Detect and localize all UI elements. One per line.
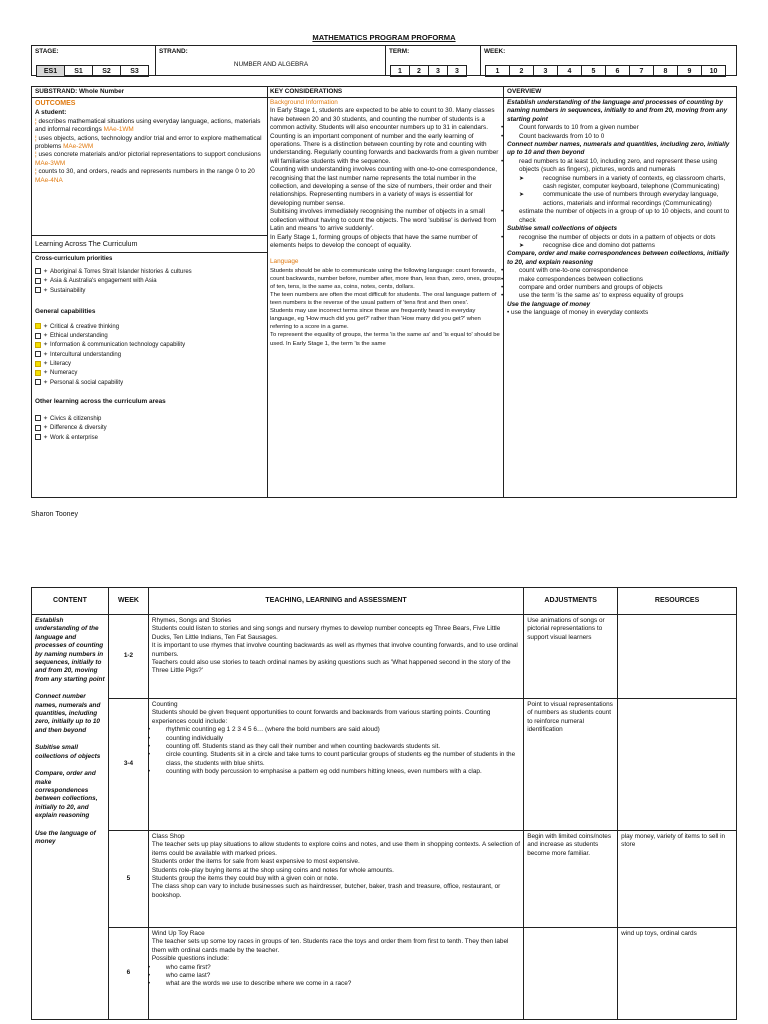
checklist-item [35, 379, 264, 388]
outcome-text: uses objects, actions, technology and/or trial and error to explore mathematical problems [35, 134, 262, 151]
checklist-item [35, 369, 264, 378]
divider [32, 252, 267, 253]
activity-paragraph: Possible questions include: [151, 955, 230, 963]
checkbox[interactable] [35, 415, 41, 421]
divider [32, 235, 267, 236]
checkbox[interactable] [35, 278, 41, 284]
adjustments-cell: Begin with limited coins/notes and increase as students become more familiar. [524, 831, 618, 928]
checklist-label: Aboriginal & Torres Strait Islander histories & cultures [50, 269, 192, 275]
language-paragraph: To represent the equality of groups, the terms 'is the same as' and 'is equal to' should be used. In Early Stage 1, the term 'is the same [270, 332, 500, 347]
activity-cell [148, 699, 523, 831]
outcome-text: uses concrete materials and/or pictorial representations to support conclusions [38, 151, 261, 159]
stage-option[interactable]: ES1 [36, 65, 65, 77]
activity-paragraph: Students order the items for sale from least expensive to most expensive. [151, 858, 360, 866]
background-paragraph: In Early Stage 1, forming groups of objects that have the same number of elements helps to develop the concept of equality. [270, 233, 478, 249]
author-name: Sharon Tooney [31, 511, 78, 518]
key-heading: KEY CONSIDERATIONS [270, 88, 343, 95]
overview-bullet: • count with one-to-one correspondence [507, 267, 735, 275]
overview-bullet: • compare and order numbers and groups of objects [507, 284, 735, 292]
checklist-label: Civics & citizenship [50, 415, 102, 422]
bg-title: Background Information [270, 99, 338, 106]
overview-subpoint: ➤ recognise numbers in a variety of contexts, eg classroom charts, cash register, computer keyboard, telephone (Communicating) [507, 175, 735, 192]
outcome-code: MAe-3WM [35, 159, 66, 167]
teaching-table-wrap [31, 587, 737, 1024]
capability-icon: ✦ [43, 278, 49, 285]
overview-paragraph: • use the language of money in everyday contexts [507, 309, 649, 317]
capability-icon: ✦ [43, 287, 49, 294]
language-text [270, 267, 501, 348]
week-option[interactable]: 8 [653, 65, 678, 77]
week-options [485, 60, 726, 78]
checkbox[interactable] [35, 268, 41, 274]
gc-list [35, 323, 264, 388]
checklist-item [35, 323, 264, 332]
week-option[interactable]: 3 [533, 65, 558, 77]
capability-icon: ✦ [43, 434, 49, 441]
background-paragraph: Counting is an important component of number and the early learning of operations. There is a distinction between counting by rote and counting with understanding. Regularly counting forwards and backwards from a given number will familiarise students with the sequence. [270, 132, 499, 165]
outcome-code: MAe-1WM [103, 126, 134, 134]
overview-heading: OVERVIEW [507, 88, 542, 95]
divider [267, 87, 268, 497]
term-option[interactable]: 3 [428, 65, 448, 77]
student-label: A student: [35, 109, 67, 117]
checklist-label: Information & communication technology capability [50, 342, 186, 349]
activity-cell [148, 928, 523, 1020]
outcome-marker: ¦ [35, 117, 39, 125]
checklist-item [35, 332, 264, 341]
capability-icon: ✦ [43, 333, 49, 340]
week-option[interactable]: 4 [557, 65, 582, 77]
outcome-marker: ¦ [35, 134, 39, 142]
resources-cell: wind up toys, ordinal cards [618, 928, 737, 1020]
week-cell: 1-2 [108, 615, 148, 699]
checklist-item [35, 424, 264, 433]
overview-heading-item: Use the language of money [507, 300, 591, 308]
content-cell [32, 615, 109, 1020]
outcome-text: counts to 30, and orders, reads and represents numbers in the range 0 to 20 [38, 168, 255, 176]
table-row [32, 928, 737, 1020]
adjustments-cell: Use animations of songs or pictorial representations to support visual learners [524, 615, 618, 699]
background-paragraph: Subitising involves immediately recognising the number of objects in a small collection without having to count the objects. The word 'subitise' is derived from Latin and means 'to arrive suddenly'. [270, 208, 497, 233]
overview-subpoint: ➤ recognise dice and domino dot patterns [507, 242, 735, 250]
outcome-code: MAe-2WM [63, 143, 94, 151]
other-title: Other learning across the curriculum areas [35, 397, 166, 405]
activity-bullet: • who came last? [152, 972, 520, 980]
adjustments-cell: Point to visual representations of numbers as students count to reinforce numeral identification [524, 699, 618, 831]
checklist-label: Ethical understanding [50, 333, 108, 340]
checklist-label: Sustainability [50, 287, 86, 294]
week-label: WEEK: [484, 48, 506, 55]
checkbox[interactable] [35, 370, 41, 376]
checkbox[interactable] [35, 379, 41, 385]
activity-bullet: • what are the words we use to describe where we come in a race? [152, 980, 520, 988]
checklist-item [35, 415, 264, 424]
strand-value: NUMBER AND ALGEBRA [233, 61, 309, 68]
background-text [270, 107, 501, 250]
term-option[interactable]: 1 [390, 65, 410, 77]
content-paragraph: Establish understanding of the language and processes of counting by naming numbers in sequences, initially to and from 20, moving from any starting point [35, 617, 105, 683]
activity-paragraph: Students could listen to stories and sing songs and nursery rhymes to develop number concepts eg Three Bears, Five Little Ducks, Ten Little Indians, Ten Fat Sausages. [151, 625, 501, 641]
checklist-item [35, 341, 264, 350]
content-paragraph: Compare, order and make correspondences between collections, initially to 20, and explain reasoning [35, 770, 98, 820]
capability-icon: ✦ [43, 361, 49, 368]
overview-heading-item: Establish understanding of the language and processes of counting by naming numbers in sequences, initially to and from 20, moving from any starting point [507, 99, 728, 123]
checkbox[interactable] [35, 287, 41, 293]
stage-label: STAGE: [35, 48, 59, 55]
activity-paragraph: Students role-play buying items at the shop using coins and notes for whole amounts. [151, 866, 394, 874]
term-option[interactable]: 3 [447, 65, 467, 77]
week-option[interactable]: 9 [677, 65, 702, 77]
overview-bullet: • estimate the number of objects in a group of up to 10 objects, and count to check [507, 208, 735, 225]
background-paragraph: Counting with understanding involves counting with one-to-one correspondence, recognising that the last number name represents the total number in the collection, and developing a sense of the size of numbers, their order and their relationships. Representing numbers in a variety of ways is essential for developing number sense. [270, 166, 498, 207]
language-paragraph: Students should be able to communicate using the following language: count forwards, count backwards, number before, number after, more than, less than, zero, ones, groups of ten, tens, is the same as, coins, notes, cents, dollars. [270, 267, 501, 290]
column-header: CONTENT [32, 588, 109, 615]
table-row [32, 615, 737, 699]
checkbox[interactable] [35, 351, 41, 357]
cc-list [35, 268, 264, 296]
learning-heading: Learning Across The Curriculum [35, 239, 138, 248]
checklist-item [35, 351, 264, 360]
capability-icon: ✦ [43, 269, 49, 275]
lang-title: Language [270, 258, 299, 266]
content-paragraph: Subitise small collections of objects [35, 744, 101, 760]
language-paragraph: The teen numbers are often the most difficult for students. The oral language pattern of teen numbers is the reverse of the usual pattern of 'tens first and then ones'. [270, 292, 497, 307]
learning-section [35, 254, 264, 443]
capability-icon: ✦ [43, 379, 49, 386]
term-label: TERM: [389, 48, 410, 55]
activity-paragraph: The teacher sets up play situations to allow students to explore coins and notes, and use them in shopping contexts. A selection of items could be available with marked prices. [151, 841, 520, 857]
term-box [386, 46, 481, 75]
activity-paragraph: Teachers could also use stories to teach ordinal names by asking questions such as 'What happened second in the story of the Three Little Pigs?' [151, 659, 511, 675]
stage-option[interactable]: S2 [92, 65, 121, 77]
activity-paragraph: The class shop can vary to include businesses such as hairdresser, butcher, baker, trash and treasure, office, restaurant, or bookshop. [151, 883, 501, 899]
capability-icon: ✦ [43, 370, 49, 377]
overview-bullet: • recognise the number of objects or dots in a pattern of objects or dots [507, 234, 735, 242]
checklist-item [35, 434, 264, 443]
column-header: TEACHING, LEARNING and ASSESSMENT [148, 588, 523, 615]
checkbox[interactable] [35, 434, 41, 440]
overview-bullet: • Count backwards from 10 to 0 [507, 133, 735, 141]
activity-paragraph: Students group the items they could buy with a given coin or note. [151, 875, 339, 883]
content-paragraph: Connect number names, numerals and quantities, including zero, initially up to 10 and then beyond [35, 693, 101, 734]
teaching-table [31, 587, 737, 1020]
key-section [270, 99, 501, 496]
checklist-label: Intercultural understanding [50, 351, 122, 358]
gc-title: General capabilities [35, 307, 96, 315]
header-strip [31, 45, 737, 76]
page-title: MATHEMATICS PROGRAM PROFORMA [312, 33, 456, 42]
outcome-item [35, 151, 264, 168]
stage-option[interactable]: S1 [64, 65, 93, 77]
capability-icon: ✦ [43, 351, 49, 358]
checklist-item [35, 268, 264, 277]
checklist-item [35, 287, 264, 296]
checkbox[interactable] [35, 361, 41, 367]
checklist-label: Critical & creative thinking [50, 323, 120, 330]
activity-bullet: • rhythmic counting eg 1 2 3 4 5 6… (where the bold numbers are said aloud) [152, 726, 520, 734]
overview-list [507, 99, 735, 318]
background-paragraph: In Early Stage 1, students are expected to be able to count to 30. Many classes have between 20 and 30 students, and counting the number of students is a common activity. Students will also encounter numbers up to 31 in calendars. [270, 107, 495, 132]
activity-title: Wind Up Toy Race [151, 930, 205, 937]
week-box [481, 46, 736, 75]
stage-options [36, 60, 149, 78]
checklist-item [35, 277, 264, 286]
table-row [32, 831, 737, 928]
checklist-label: Numeracy [50, 370, 78, 377]
substrand-heading: SUBSTRAND: Whole Number [35, 88, 125, 95]
week-option[interactable]: 2 [509, 65, 534, 77]
week-cell: 6 [108, 928, 148, 1020]
activity-bullet: • counting with body percussion to emphasise a pattern eg odd numbers hitting knees, even numbers with a clap. [152, 768, 520, 776]
week-cell: 5 [108, 831, 148, 928]
overview-bullet: • use the term 'is the same as' to express equality of groups [507, 292, 735, 300]
stage-box [32, 46, 156, 75]
overview-bullet: • make correspondences between collections [507, 276, 735, 284]
strand-box [156, 46, 386, 75]
activity-paragraph: Students should be given frequent opportunities to count forwards and backwards from various starting points. Counting experiences could include: [151, 709, 491, 725]
outcome-text: describes mathematical situations using everyday language, actions, materials and informal recordings [35, 117, 261, 134]
checklist-label: Personal & social capability [50, 379, 124, 386]
outcomes-title: OUTCOMES [35, 100, 76, 107]
week-option[interactable]: 1 [485, 65, 510, 77]
overview-heading-item: Subitise small collections of objects [507, 225, 618, 233]
activity-bullet: • counting individually [152, 735, 520, 743]
activity-bullet: • who came first? [152, 964, 520, 972]
adjustments-cell [524, 928, 618, 1020]
resources-cell: play money, variety of items to sell in store [618, 831, 737, 928]
term-options [390, 60, 467, 78]
week-option[interactable]: 10 [701, 65, 726, 77]
activity-title: Class Shop [151, 833, 185, 840]
activity-bullet: • counting off. Students stand as they call their number and when counting backwards students sit. [152, 743, 520, 751]
resources-cell [618, 699, 737, 831]
outcome-item [35, 168, 264, 185]
checklist-label: Difference & diversity [50, 425, 107, 432]
overview-bullet: • read numbers to at least 10, including zero, and represent these using objects (such as fingers), pictures, words and numerals [507, 158, 735, 175]
table-header-row [32, 588, 737, 615]
other-list [35, 415, 264, 443]
strand-label: STRAND: [159, 48, 188, 55]
table-row [32, 699, 737, 831]
activity-cell [148, 831, 523, 928]
checkbox[interactable] [35, 342, 41, 348]
activity-paragraph: The teacher sets up some toy races in groups of ten. Students race the toys and order them from first to tenth. They then label them with ordinal cards made by the teacher. [151, 938, 509, 954]
content-paragraph: Use the language of money [35, 829, 96, 845]
column-header: ADJUSTMENTS [524, 588, 618, 615]
week-option[interactable]: 7 [629, 65, 654, 77]
outcome-item [35, 135, 264, 152]
divider [32, 97, 736, 98]
checklist-label: Asia & Australia's engagement with Asia [50, 278, 157, 285]
week-option[interactable]: 5 [581, 65, 606, 77]
checkbox[interactable] [35, 323, 41, 329]
outcome-item [35, 118, 264, 135]
overview-heading-item: Compare, order and make correspondences between collections, initially to 20, and explain reasoning [507, 250, 729, 266]
overview-subpoint: ➤ communicate the use of numbers through everyday language, actions, materials and informal recordings (Communicating) [507, 191, 735, 208]
activity-paragraph: It is important to use rhymes that involve counting backwards as well as rhymes that involve counting forwards, and to use ordinal numbers. [151, 642, 518, 658]
checklist-item [35, 360, 264, 369]
capability-icon: ✦ [43, 425, 49, 432]
checkbox[interactable] [35, 333, 41, 339]
week-option[interactable]: 6 [605, 65, 630, 77]
overview-bullet: • Count forwards to 10 from a given number [507, 124, 735, 132]
column-header: WEEK [108, 588, 148, 615]
activity-bullet: • circle counting. Students sit in a circle and take turns to count particular groups of students eg the number of students in the class, the students with blue shirts. [152, 751, 520, 768]
cc-title: Cross-curriculum priorities [35, 256, 113, 262]
activity-title: Rhymes, Songs and Stories [151, 617, 232, 624]
outcome-marker: ¦ [35, 151, 39, 159]
week-cell: 3-4 [108, 699, 148, 831]
outcome-marker: ¦ [35, 168, 39, 176]
outcomes-section [35, 100, 264, 185]
capability-icon: ✦ [43, 323, 49, 330]
stage-option[interactable]: S3 [120, 65, 149, 77]
language-paragraph: Students may use incorrect terms since these are frequently heard in everyday language, eg 'How much did you get?' rather than 'How many did you get?' when referring to a score in a game. [270, 308, 481, 331]
term-option[interactable]: 2 [409, 65, 429, 77]
outcomes-list [35, 118, 264, 185]
checkbox[interactable] [35, 425, 41, 431]
checklist-label: Literacy [50, 361, 72, 368]
outcome-code: MAe-4NA [35, 176, 63, 184]
capability-icon: ✦ [43, 415, 49, 422]
activity-cell [148, 615, 523, 699]
capability-icon: ✦ [43, 342, 49, 349]
column-header: RESOURCES [618, 588, 737, 615]
planning-grid [31, 86, 737, 498]
activity-title: Counting [151, 701, 178, 708]
checklist-label: Work & enterprise [50, 434, 98, 441]
overview-heading-item: Connect number names, numerals and quantities, including zero, initially up to 10 and then beyond [507, 141, 730, 157]
resources-cell [618, 615, 737, 699]
